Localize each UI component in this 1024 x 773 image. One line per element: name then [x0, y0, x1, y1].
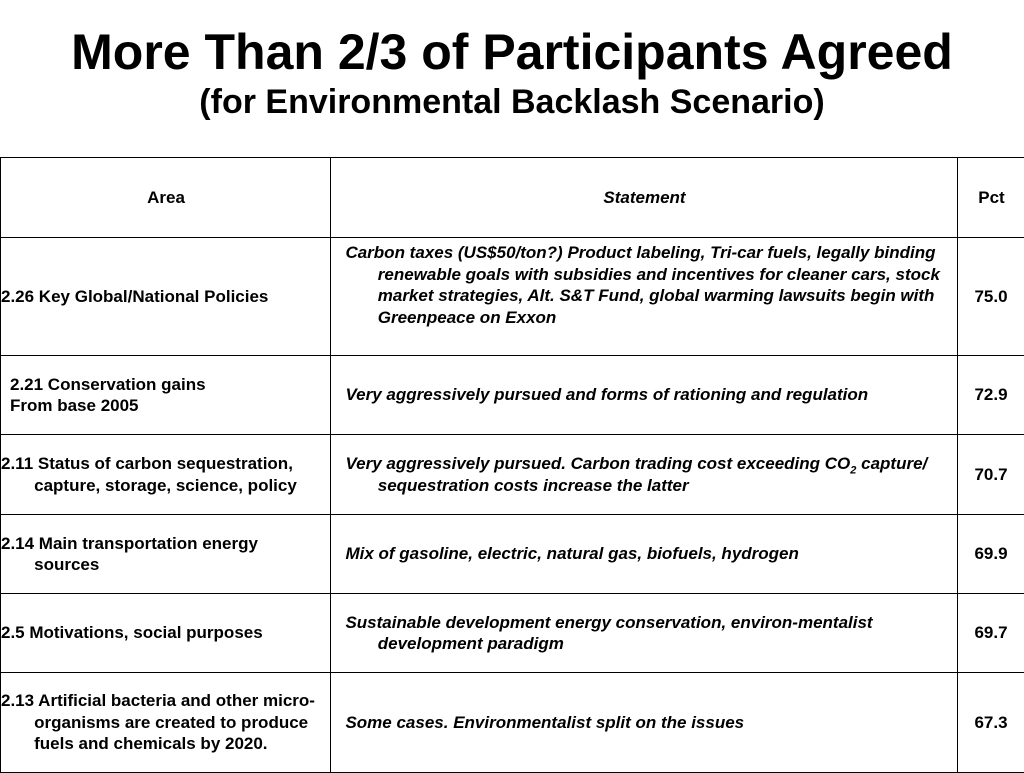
table-row: [1, 356, 1024, 435]
title-block: [0, 22, 1024, 122]
pct-cell: 70.7: [958, 435, 1024, 515]
pct-cell: 72.9: [958, 356, 1024, 435]
table-row: [1, 238, 1024, 356]
header-area: Area: [1, 158, 331, 238]
area-cell: 2.26 Key Global/National Policies: [1, 238, 331, 356]
statement-cell: Some cases. Environmentalist split on the issues: [331, 673, 958, 773]
slide-subtitle: (for Environmental Backlash Scenario): [0, 82, 1024, 122]
statement-cell: Very aggressively pursued and forms of rationing and regulation: [331, 356, 958, 435]
agreement-table: [0, 157, 1024, 773]
table-header-row: [1, 158, 1024, 238]
table-row: [1, 673, 1024, 773]
area-cell: [1, 356, 331, 435]
area-cell: 2.13 Artificial bacteria and other micro-organisms are created to produce fuels and chemicals by 2020.: [1, 673, 331, 773]
area-cell: 2.14 Main transportation energy sources: [1, 515, 331, 594]
statement-cell: Carbon taxes (US$50/ton?) Product labeling, Tri-car fuels, legally binding renewable goals with subsidies and incentives for cleaner cars, stock market strategies, Alt. S&T Fund, global warming lawsuits begin with Greenpeace on Exxon: [331, 238, 958, 356]
pct-cell: 69.9: [958, 515, 1024, 594]
area-cell: 2.5 Motivations, social purposes: [1, 594, 331, 673]
statement-cell: Sustainable development energy conservation, environ-mentalist development paradigm: [331, 594, 958, 673]
statement-text: Very aggressively pursued. Carbon trading cost exceeding CO: [345, 454, 850, 473]
pct-cell: 67.3: [958, 673, 1024, 773]
area-cell: 2.11 Status of carbon sequestration, capture, storage, science, policy: [1, 435, 331, 515]
area-line: From base 2005: [10, 395, 322, 417]
header-statement: Statement: [331, 158, 958, 238]
table-row: [1, 435, 1024, 515]
pct-cell: 75.0: [958, 238, 1024, 356]
pct-cell: 69.7: [958, 594, 1024, 673]
table-row: [1, 594, 1024, 673]
statement-cell: Mix of gasoline, electric, natural gas, biofuels, hydrogen: [331, 515, 958, 594]
statement-text: capture/ sequestration costs increase the latter: [378, 454, 928, 495]
area-line: 2.21 Conservation gains: [10, 374, 322, 396]
statement-cell: [331, 435, 958, 515]
table-row: [1, 515, 1024, 594]
subscript-two: 2: [850, 464, 856, 476]
header-pct: Pct: [958, 158, 1024, 238]
slide-title: More Than 2/3 of Participants Agreed: [0, 22, 1024, 82]
